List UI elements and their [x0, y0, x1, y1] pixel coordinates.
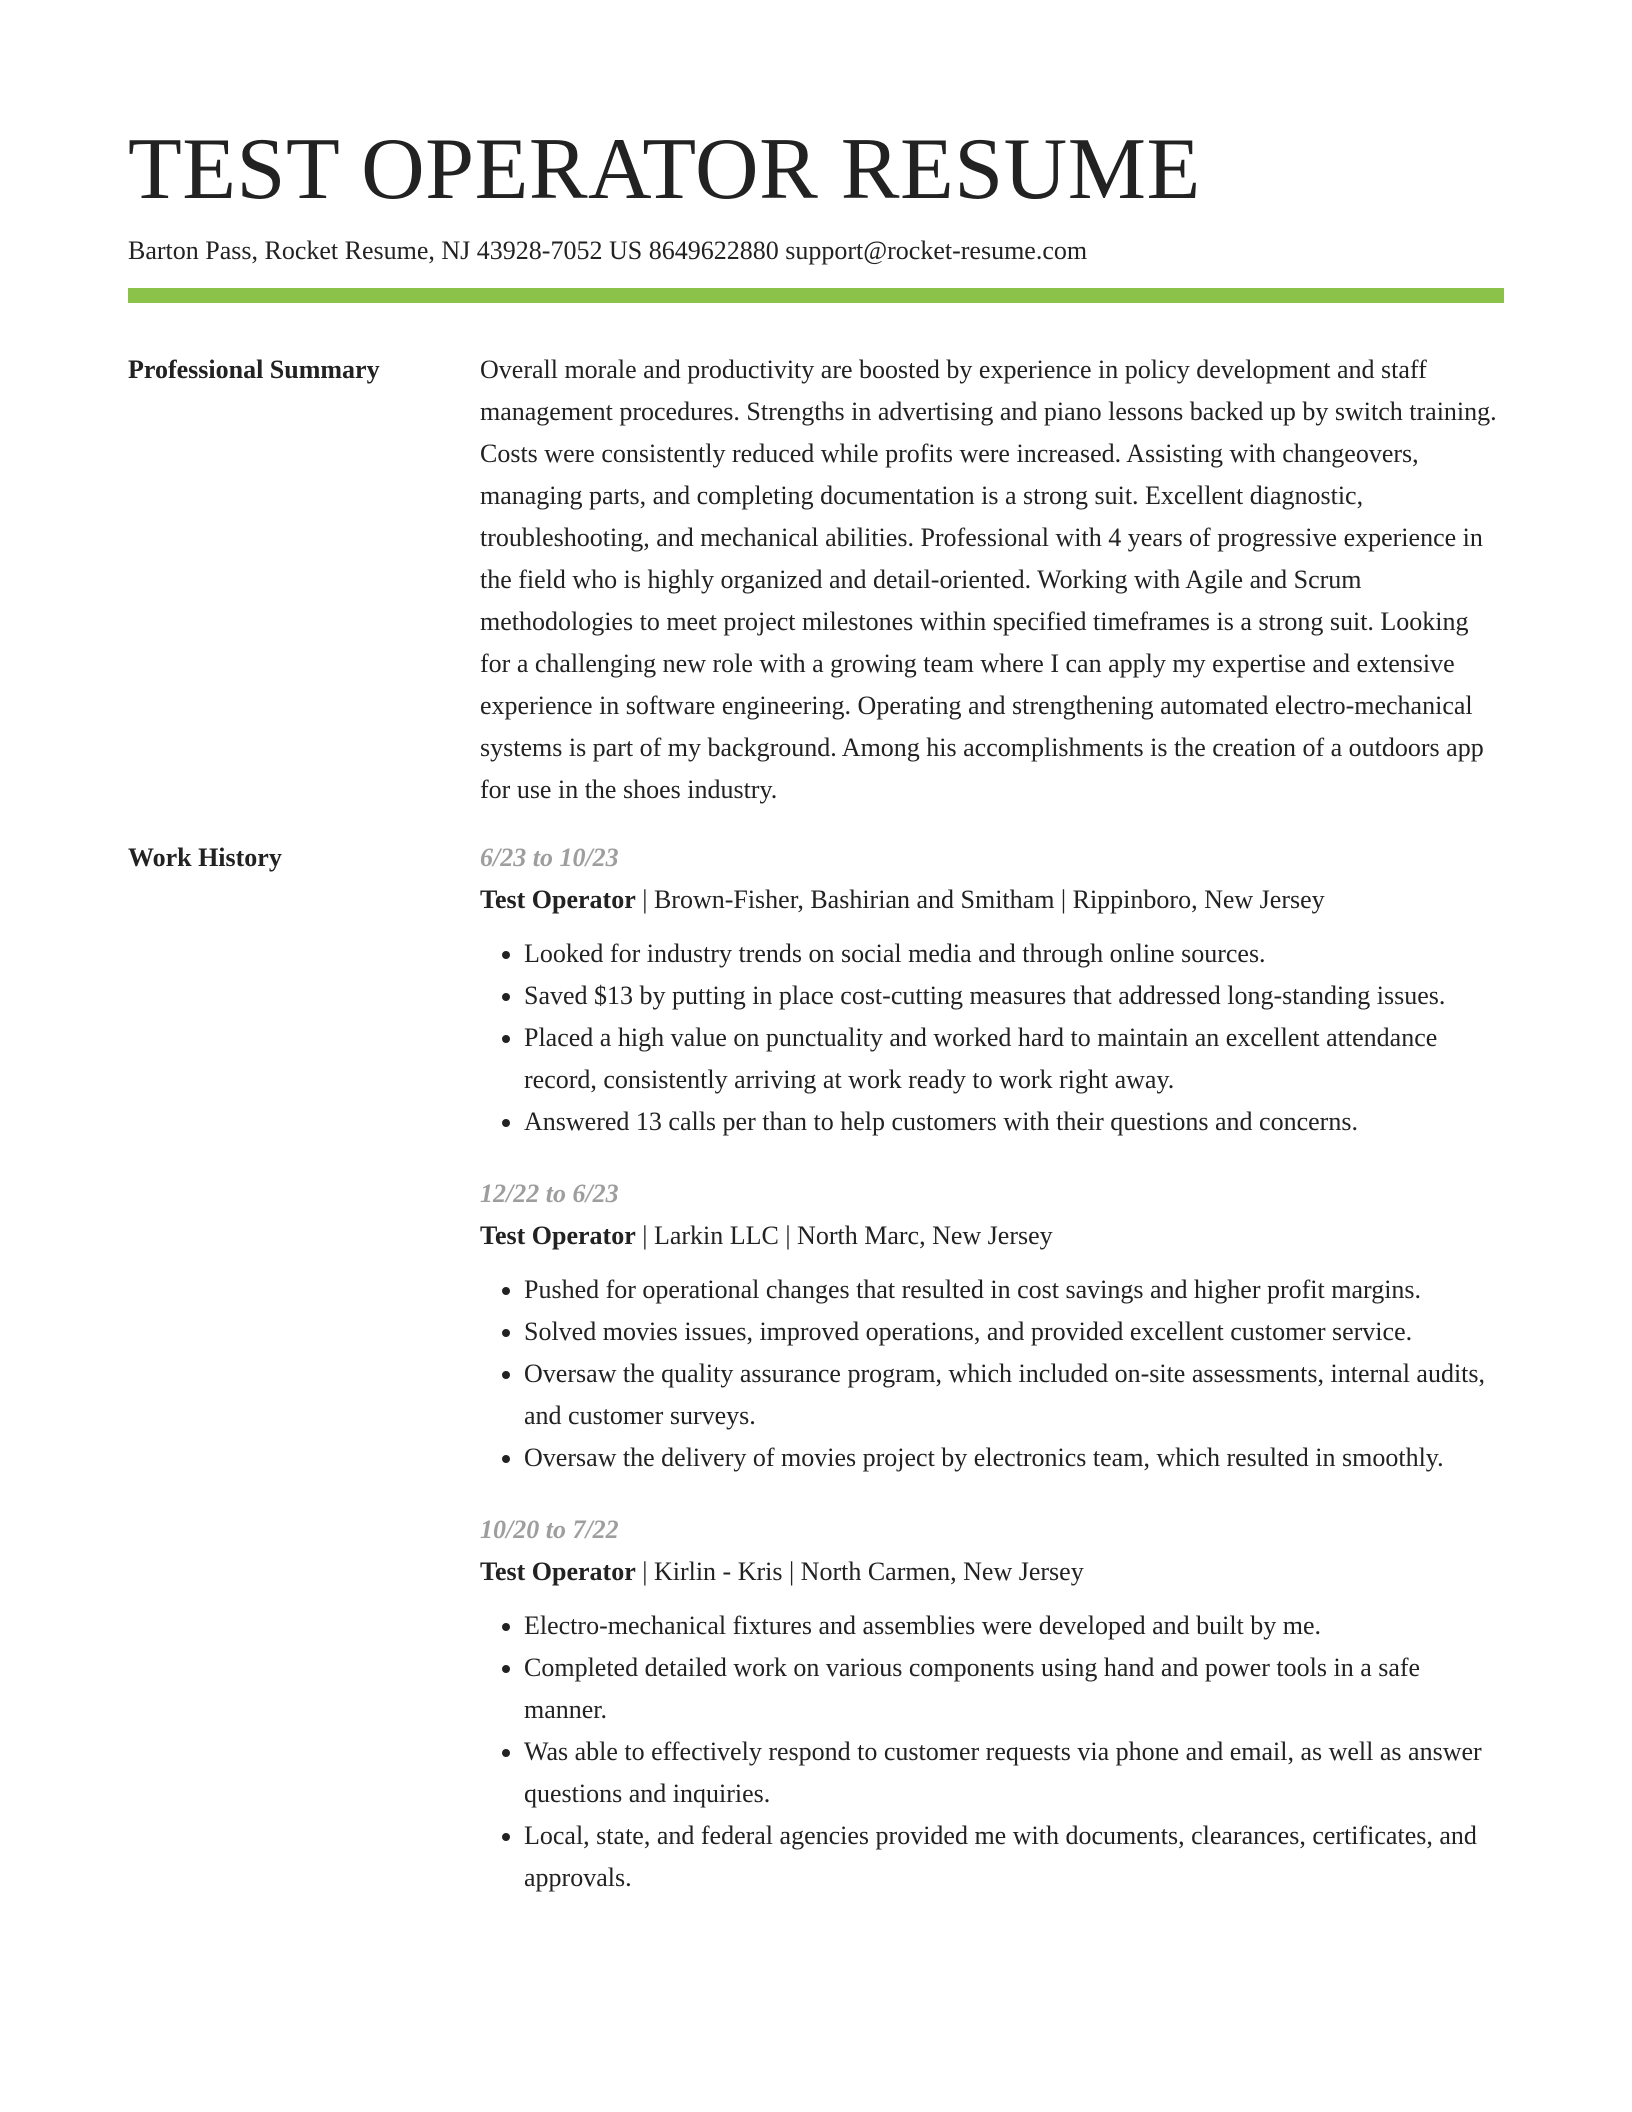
job-bullet: • Electro-mechanical fixtures and assemblies were developed and built by me.: [524, 1605, 1504, 1647]
job-dates: 12/22 to 6/23: [480, 1179, 619, 1208]
job-title-line: [480, 1551, 1504, 1593]
job-bullets: [480, 1269, 1504, 1479]
job-bullet: • Local, state, and federal agencies provided me with documents, clearances, certificates, and approvals.: [524, 1815, 1504, 1899]
job-details: | Kirlin - Kris | North Carmen, New Jersey: [635, 1557, 1084, 1586]
resume-page: [128, 118, 1504, 1929]
work-history-section: [128, 837, 1504, 1929]
job-bullets: [480, 933, 1504, 1143]
job-bullets: [480, 1605, 1504, 1899]
job-entry: [480, 1173, 1504, 1479]
job-role: Test Operator: [480, 1557, 636, 1586]
job-details: | Larkin LLC | North Marc, New Jersey: [635, 1221, 1053, 1250]
job-title-line: [480, 1215, 1504, 1257]
job-dates: 6/23 to 10/23: [480, 843, 619, 872]
job-title-line: [480, 879, 1504, 921]
section-label-work-history: Work History: [128, 843, 282, 872]
job-bullet: • Looked for industry trends on social media and through online sources.: [524, 933, 1504, 975]
contact-line: Barton Pass, Rocket Resume, NJ 43928-7052 US 8649622880 support@rocket-resume.com: [128, 236, 1088, 265]
job-bullet: • Oversaw the delivery of movies project by electronics team, which resulted in smoothly.: [524, 1437, 1504, 1479]
professional-summary-section: [128, 349, 1504, 811]
summary-body: [480, 349, 1504, 811]
job-bullet: • Answered 13 calls per than to help customers with their questions and concerns.: [524, 1101, 1504, 1143]
job-entry: [480, 837, 1504, 1143]
job-bullet: • Saved $13 by putting in place cost-cutting measures that addressed long-standing issues.: [524, 975, 1504, 1017]
job-bullet: • Completed detailed work on various components using hand and power tools in a safe manner.: [524, 1647, 1504, 1731]
job-bullet: • Placed a high value on punctuality and worked hard to maintain an excellent attendance record, consistently arriving at work ready to work right away.: [524, 1017, 1504, 1101]
job-bullet: • Solved movies issues, improved operations, and provided excellent customer service.: [524, 1311, 1504, 1353]
job-dates: 10/20 to 7/22: [480, 1515, 619, 1544]
summary-text: Overall morale and productivity are boosted by experience in policy development and staff management procedures. Strengths in advertising and piano lessons backed up by switch training. Costs were consistently reduced while profits were increased. Assisting with changeovers, managing parts, and completing documentation is a strong suit. Excellent diagnostic, troubleshooting, and mechanical abilities. Professional with 4 years of progressive experience in the field who is highly organized and detail-oriented. Working with Agile and Scrum methodologies to meet project milestones within specified timeframes is a strong suit. Looking for a challenging new role with a growing team where I can apply my expertise and extensive experience in software engineering. Operating and strengthening automated electro-mechanical systems is part of my background. Among his accomplishments is the creation of a outdoors app for use in the shoes industry.: [480, 355, 1497, 804]
work-history-body: [480, 837, 1504, 1929]
job-bullet: • Was able to effectively respond to customer requests via phone and email, as well as answer questions and inquiries.: [524, 1731, 1504, 1815]
resume-title: TEST OPERATOR RESUME: [128, 121, 1201, 218]
job-bullet: • Pushed for operational changes that resulted in cost savings and higher profit margins.: [524, 1269, 1504, 1311]
header-divider: [128, 288, 1504, 303]
job-entry: [480, 1509, 1504, 1899]
job-role: Test Operator: [480, 1221, 636, 1250]
job-details: | Brown-Fisher, Bashirian and Smitham | Rippinboro, New Jersey: [635, 885, 1325, 914]
section-label-professional-summary: Professional Summary: [128, 355, 380, 384]
job-bullet: • Oversaw the quality assurance program, which included on-site assessments, internal audits, and customer surveys.: [524, 1353, 1504, 1437]
job-role: Test Operator: [480, 885, 636, 914]
